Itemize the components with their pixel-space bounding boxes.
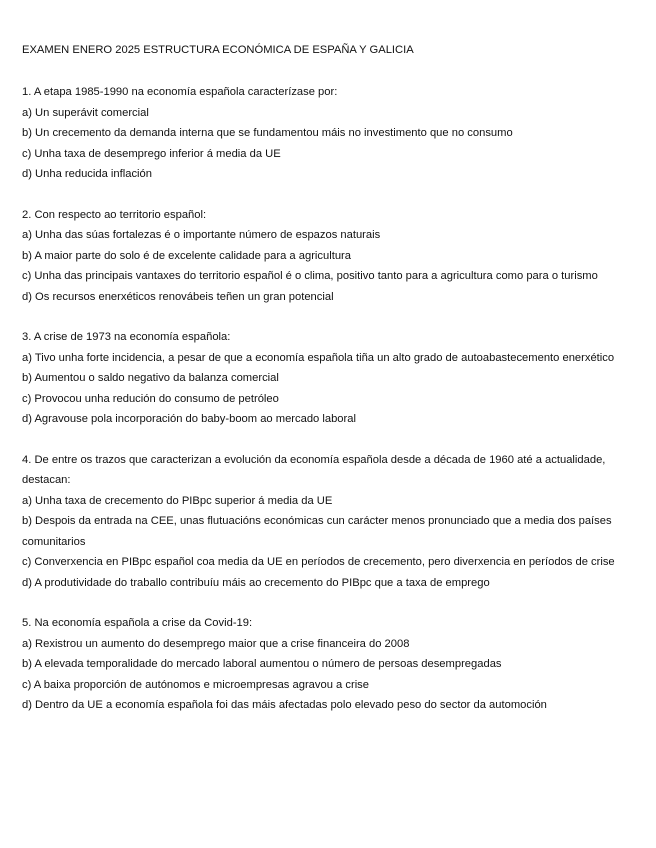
answer-option-b: b) Despois da entrada na CEE, unas flutuacións económicas cun carácter menos pronunciado que a media dos países comunitarios bbox=[22, 515, 612, 548]
exam-title: EXAMEN ENERO 2025 ESTRUCTURA ECONÓMICA DE ESPAÑA Y GALICIA bbox=[22, 44, 414, 56]
question-2 bbox=[22, 205, 622, 308]
answer-option-c: c) Unha taxa de desemprego inferior á media da UE bbox=[22, 147, 281, 160]
answer-option-c: c) Unha das principais vantaxes do territorio español é o clima, positivo tanto para a agricultura como para o turismo bbox=[22, 270, 598, 282]
answer-option-d: d) Unha reducida inflación bbox=[22, 168, 152, 180]
answer-option-d: d) A produtividade do traballo contribuíu máis ao crecemento do PIBpc que a taxa de emprego bbox=[22, 576, 490, 589]
question-text: 3. A crise de 1973 na economía española: bbox=[22, 331, 231, 343]
answer-option-b: b) A elevada temporalidade do mercado laboral aumentou o número de persoas desempregadas bbox=[22, 658, 502, 670]
answer-option-a: a) Un superávit comercial bbox=[22, 106, 149, 119]
question-text: 1. A etapa 1985-1990 na economía española caracterízase por: bbox=[22, 86, 338, 98]
question-3 bbox=[22, 327, 622, 430]
answer-option-d: d) Agravouse pola incorporación do baby-boom ao mercado laboral bbox=[22, 413, 356, 425]
answer-option-b: b) A maior parte do solo é de excelente calidade para a agricultura bbox=[22, 249, 351, 262]
answer-option-b: b) Aumentou o saldo negativo da balanza comercial bbox=[22, 372, 279, 384]
question-text: 4. De entre os trazos que caracterizan a evolución da economía española desde a década de 1960 até a actualidade, destacan: bbox=[22, 453, 606, 486]
answer-option-a: a) Unha taxa de crecemento do PIBpc superior á media da UE bbox=[22, 494, 333, 507]
exam-document bbox=[22, 40, 622, 736]
answer-option-c: c) Converxencia en PIBpc español coa media da UE en períodos de crecemento, pero diverxencia en períodos de crise bbox=[22, 556, 615, 568]
answer-option-c: c) A baixa proporción de autónomos e microempresas agravou a crise bbox=[22, 678, 369, 691]
answer-option-d: d) Os recursos enerxéticos renovábeis teñen un gran potencial bbox=[22, 290, 334, 303]
question-4 bbox=[22, 450, 622, 594]
answer-option-a: a) Unha das súas fortalezas é o importante número de espazos naturais bbox=[22, 229, 381, 241]
question-5 bbox=[22, 613, 622, 716]
answer-option-a: a) Rexistrou un aumento do desemprego maior que a crise financeira do 2008 bbox=[22, 637, 410, 650]
answer-option-b: b) Un crecemento da demanda interna que se fundamentou máis no investimento que no consumo bbox=[22, 127, 513, 139]
question-text: 2. Con respecto ao territorio español: bbox=[22, 208, 207, 221]
answer-option-a: a) Tivo unha forte incidencia, a pesar de que a economía española tiña un alto grado de autoabastecemento enerxético bbox=[22, 351, 615, 364]
question-1 bbox=[22, 82, 622, 185]
question-text: 5. Na economía española a crise da Covid-19: bbox=[22, 617, 253, 629]
answer-option-c: c) Provocou unha redución do consumo de petróleo bbox=[22, 392, 279, 405]
answer-option-d: d) Dentro da UE a economía española foi das máis afectadas polo elevado peso do sector da automoción bbox=[22, 699, 547, 711]
